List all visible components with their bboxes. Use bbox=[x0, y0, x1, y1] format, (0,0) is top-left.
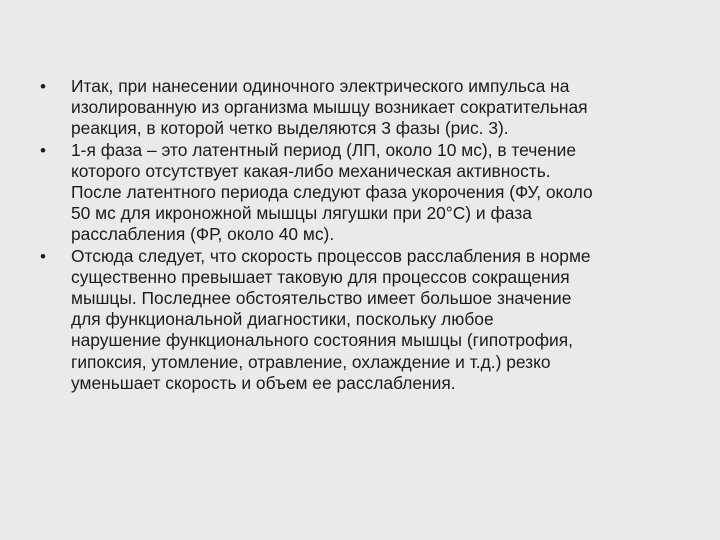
bullet-2-line-1: 1-я фаза – это латентный период (ЛП, около 10 мс), в течение bbox=[71, 139, 576, 160]
bullet-3-line-4: для функциональной диагностики, поскольку любое bbox=[71, 309, 494, 330]
bullet-2-line-2: которого отсутствует какая-либо механическая активность. bbox=[71, 160, 551, 181]
bullet-list bbox=[40, 76, 692, 394]
bullet-dot-icon: • bbox=[40, 77, 46, 96]
bullet-3-line-6: гипоксия, утомление, отравление, охлаждение и т.д.) резко bbox=[71, 351, 551, 372]
bullet-3-line-1: Отсюда следует, что скорость процессов расслабления в норме bbox=[71, 245, 591, 266]
bullet-3-line-2: существенно превышает таковую для процессов сокращения bbox=[71, 266, 570, 287]
bullet-1-line-3: реакция, в которой четко выделяются 3 фазы (рис. 3). bbox=[71, 118, 509, 139]
bullet-2-line-5: расслабления (ФР, около 40 мс). bbox=[71, 224, 335, 245]
bullet-3-line-3: мышцы. Последнее обстоятельство имеет большое значение bbox=[71, 288, 572, 309]
bullet-1-line-2: изолированную из организма мышцу возникает сократительная bbox=[71, 97, 588, 118]
bullet-item-3 bbox=[40, 246, 692, 394]
bullet-dot-icon: • bbox=[40, 140, 46, 160]
bullet-3-line-5: нарушение функционального состояния мышцы (гипотрофия, bbox=[71, 330, 574, 351]
bullet-dot-icon: • bbox=[40, 246, 46, 266]
bullet-3-line-7: уменьшает скорость и объем ее расслабления. bbox=[71, 372, 456, 393]
bullet-item-2 bbox=[40, 140, 692, 246]
bullet-1-line-1: Итак, при нанесении одиночного электрического импульса на bbox=[71, 76, 570, 96]
bullet-2-line-4: 50 мс для икроножной мышцы лягушки при 20°С) и фаза bbox=[71, 203, 532, 224]
bullet-2-line-3: После латентного периода следуют фаза укорочения (ФУ, около bbox=[71, 182, 593, 203]
bullet-item-1 bbox=[40, 76, 692, 140]
